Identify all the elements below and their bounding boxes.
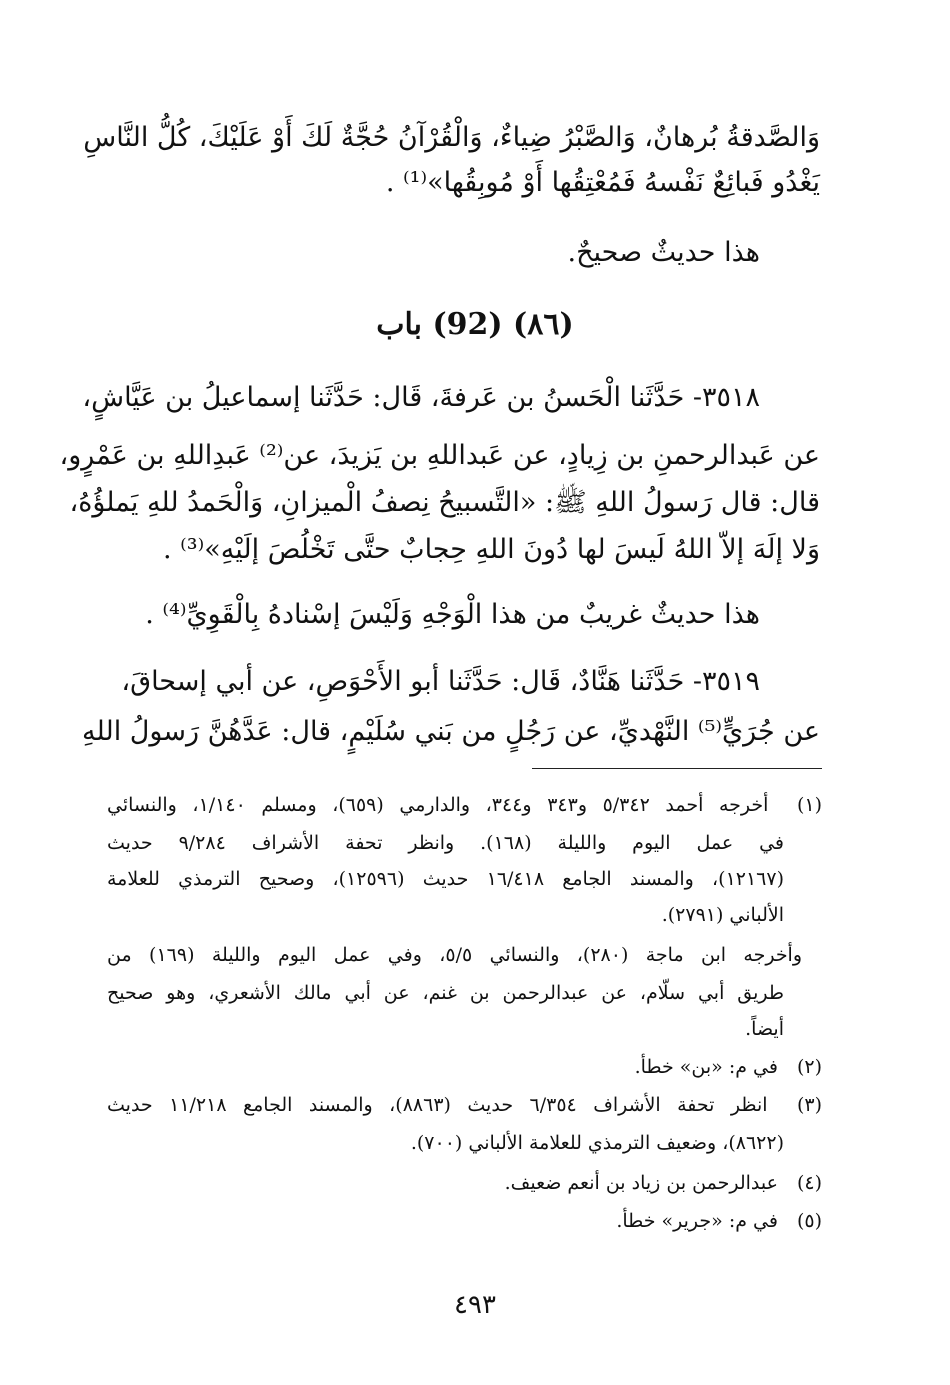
hadith-grade: هذا حديثٌ غريبٌ من هذا الْوَجْهِ وَلَيْسَ إسْنادهُ بِالْقَوِيِّ⁽⁴⁾ .	[145, 599, 760, 630]
footnote-1	[107, 788, 822, 822]
body-line: وَلا إلَهَ إلاّ اللهُ لَيسَ لها دُونَ اللهِ حِجابٌ حتَّى تَخْلُصَ إلَيْهِ»⁽³⁾ .	[162, 534, 820, 565]
footnote-line: (١٢١٦٧)، والمسند الجامع ١٦/٤١٨ حديث (١٢٥٩٦)، وصحيح الترمذي للعلامة	[107, 868, 785, 890]
body-line: يَغْدُو فَبائِعٌ نَفْسهُ فَمُعْتِقُها أَوْ مُوبِقُها»⁽¹⁾ .	[385, 167, 820, 198]
body-line: عن عَبدالرحمنِ بن زِيادٍ، عن عَبداللهِ بن يَزيدَ، عن⁽²⁾ عَبدِاللهِ بن عَمْرٍو،	[59, 440, 820, 471]
footnote-text: عبدالرحمن بن زياد بن أنعم ضعيف.	[504, 1172, 778, 1194]
footnote-5	[107, 1204, 822, 1238]
body-line: عن جُرَيٍّ⁽⁵⁾ النَّهْديِّ، عن رَجُلٍ من بَني سُلَيْمٍ، قال: عَدَّهُنَّ رَسولُ اللهِ	[82, 716, 820, 747]
footnote-2	[107, 1050, 822, 1084]
page-number: ٤٩٣	[454, 1290, 496, 1320]
footnote-number: (٥)	[796, 1210, 822, 1232]
body-line: قال: قال رَسولُ اللهِ ﷺ: «التَّسبيحُ نِصفُ الْميزانِ، وَالْحَمدُ للهِ يَملؤُهُ،	[69, 487, 820, 518]
footnote-number: (٤)	[796, 1172, 822, 1194]
footnote-line: (٨٦٢٢)، وضعيف الترمذي للعلامة الألباني (٧٠٠).	[410, 1132, 784, 1154]
footnote-separator	[532, 768, 822, 769]
chapter-heading: (٨٦) (92) باب	[376, 307, 574, 342]
footnote-number: (٢)	[796, 1056, 822, 1078]
footnote-text: أخرجه أحمد ٥/٣٤٢ و٣٤٣ و٣٤٤، والدارمي (٦٥٩)، ومسلم ١/١٤٠، والنسائي	[107, 794, 769, 816]
footnote-number: (٣)	[796, 1094, 823, 1116]
footnote-text: في م: «بن» خطأ.	[634, 1056, 778, 1078]
footnote-text: انظر تحفة الأشراف ٦/٣٥٤ حديث (٨٨٦٣)، والمسند الجامع ١١/٢١٨ حديث	[107, 1094, 768, 1116]
footnote-line: في عمل اليوم والليلة (١٦٨). وانظر تحفة الأشراف ٩/٢٨٤ حديث	[107, 832, 785, 854]
hadith-grade: هذا حديثٌ صحيحٌ.	[567, 237, 760, 268]
footnote-line: أيضاً.	[745, 1018, 784, 1040]
footnote-4	[107, 1166, 822, 1200]
body-line: ٣٥١٨- حَدَّثَنا الْحَسنُ بن عَرفةَ، قَال: حَدَّثَنا إسماعيلُ بن عَيَّاشٍ،	[82, 382, 760, 413]
body-line: وَالصَّدقةُ بُرهانٌ، وَالصَّبْرُ ضِياءٌ، وَالْقُرْآنُ حُجَّةٌ لَكَ أَوْ عَلَيْكَ، كُلُّ النَّاسِ	[83, 122, 820, 153]
footnote-line: الألباني (٢٧٩١).	[661, 904, 784, 926]
footnote-number: (١)	[796, 794, 822, 816]
footnote-line: طريق أبي سلّام، عن عبدالرحمن بن غنم، عن أبي مالك الأشعري، وهو صحيح	[107, 982, 784, 1004]
footnote-text: في م: «جرير» خطأ.	[616, 1210, 778, 1232]
body-line: ٣٥١٩- حَدَّثَنا هَنَّادٌ، قَال: حَدَّثَنا أبو الأَحْوَصِ، عن أبي إسحاقَ،	[121, 666, 760, 697]
footnote-3	[107, 1088, 822, 1122]
footnote-line: وأخرجه ابن ماجة (٢٨٠)، والنسائي ٥/٥، وفي عمل اليوم والليلة (١٦٩) من	[107, 944, 803, 966]
